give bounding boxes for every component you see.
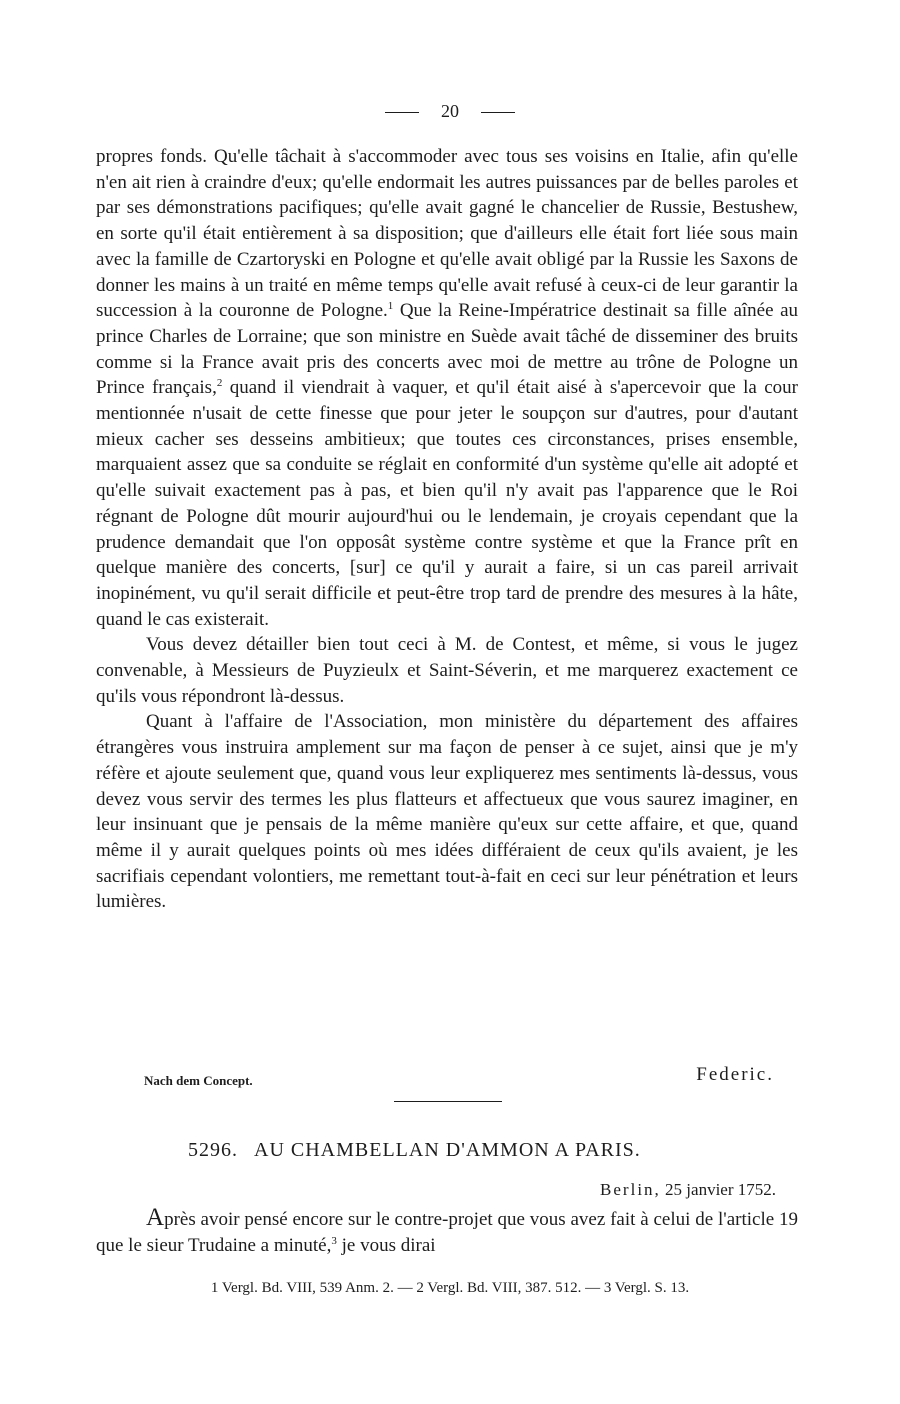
dateline-city: Berlin,	[600, 1180, 661, 1199]
paragraph-1	[96, 144, 798, 632]
header-rule-left	[385, 112, 419, 113]
paragraph-2: Vous devez détailler bien tout ceci à M. de Contest, et même, si vous le jugez convenable, à Messieurs de Puyzieulx et Saint-Séverin, et me marquerez exactement ce qu'ils vous répondront là-dessus.	[96, 634, 798, 707]
footnote-mark: 2	[216, 377, 223, 390]
opening-text: près avoir pensé encore sur le contre-projet que vous avez fait à celui de l'article 19 que le sieur Trudaine a minuté,	[96, 1209, 798, 1256]
footnotes: 1 Vergl. Bd. VIII, 539 Anm. 2. — 2 Vergl. Bd. VIII, 387. 512. — 3 Vergl. S. 13.	[210, 1280, 690, 1296]
page-header	[0, 100, 900, 122]
paragraph-text: Que la Reine-Impératrice destinait sa fille aînée au prince Charles de Lorraine; que son ministre en Suède avait tâché de disseminer des bruits comme si la France avait pris des concerts avec moi de mettre au trône de Pologne un Prince français,	[96, 300, 798, 399]
letter-body-continued	[96, 144, 798, 915]
footnote-mark: 3	[331, 1235, 337, 1247]
opening-text-end: je vous dirai	[336, 1235, 436, 1256]
dateline-date: 25 janvier 1752.	[665, 1180, 776, 1199]
header-rule-right	[481, 112, 515, 113]
paragraph-3: Quant à l'affaire de l'Association, mon ministère du département des affaires étrangères vous instruira amplement sur ma façon de penser à ce sujet, ainsi que je m'y réfère et ajoute seulement que, quand vous leur expliquerez mes sentiments là-dessus, vous devez vous servir des termes les plus flatteurs et affectueux que vous saurez imaginer, en leur insinuant que je pensais de la même manière qu'eux sur cette affaire, et que, quand même il y aurait quelques points où mes idées différaient de ceux qu'ils avaient, je les sacrifiais cependant volontiers, me remettant tout-à-fait en ceci sur leur pénétration et leurs lumières.	[96, 711, 798, 913]
signature: Federic.	[696, 1064, 774, 1085]
letter-heading	[188, 1139, 641, 1162]
page-number: 20	[441, 101, 459, 121]
dateline	[600, 1180, 776, 1200]
letter-number: 5296.	[188, 1139, 238, 1161]
opening-paragraph	[96, 1205, 798, 1259]
paragraph-text: propres fonds. Qu'elle tâchait à s'accommoder avec tous ses voisins en Italie, afin qu'elle n'en ait rien à craindre d'eux; qu'elle endormait les autres puissances par de belles paroles et par ses démonstrations pacifiques; qu'elle avait gagné le chancelier de Russie, Bestushew, en sorte qu'il était entièrement à sa disposition; que d'ailleurs elle était fort liée sous main avec la famille de Czartoryski en Pologne et qu'elle avait obligé par la Russie les Saxons de donner les mains à un traité en même temps qu'elle avait refusé à ceux-ci de leur garantir la succession à la couronne de Pologne.	[96, 146, 798, 322]
letter-title: AU CHAMBELLAN D'AMMON A PARIS.	[254, 1139, 641, 1161]
footnote-mark: 1	[387, 300, 394, 313]
opening-initial: A	[146, 1204, 165, 1231]
letter-opening	[96, 1205, 798, 1259]
source-note: Nach dem Concept.	[144, 1073, 253, 1088]
paragraph-text: quand il viendrait à vaquer, et qu'il était aisé à s'apercevoir que la cour mentionnée n'usait de cette finesse que pour jeter le soupçon sur d'autres, pour d'autant mieux cacher ses desseins ambitieux; que toutes ces circonstances, prises ensemble, marquaient assez que sa conduite se réglait en conformité d'un système qu'elle ait adopté et qu'elle suivait exactement pas à pas, et bien qu'il n'y avait pas l'apparence que le Roi régnant de Pologne dût mourir aujourd'hui ou le lendemain, je croyais cependant que la prudence demandait que l'on opposât système contre système et que la France prît en quelque manière des concerts, [sur] ce qu'il y aurait a faire, si un cas pareil arrivait inopinément, vu qu'il serait difficile et peut-être trop tard de prendre des mesures à la hâte, quand le cas existerait.	[96, 377, 798, 630]
section-divider	[394, 1101, 502, 1102]
